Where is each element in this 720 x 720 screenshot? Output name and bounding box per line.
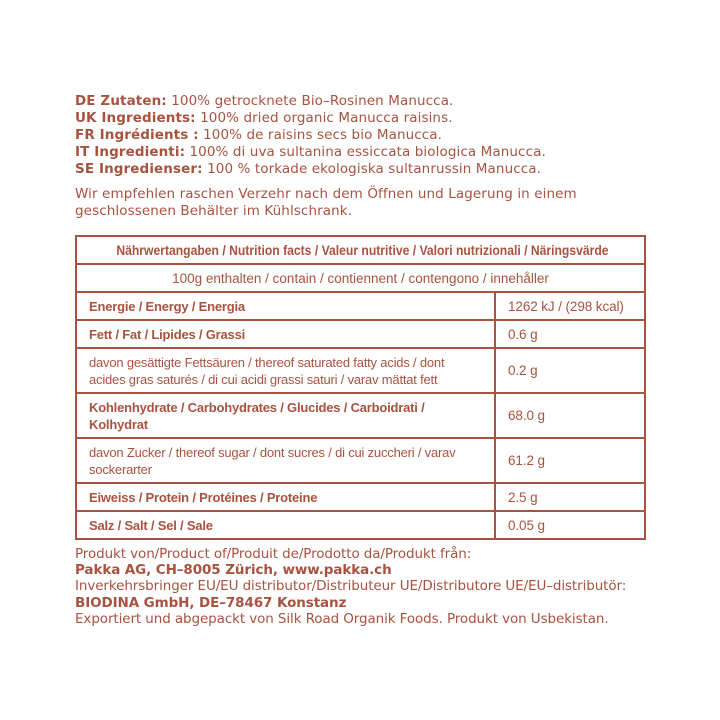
nutrient-value: 1262 kJ / (298 kcal) — [495, 292, 645, 320]
producer-name: Pakka AG, CH–8005 Zürich, www.pakka.ch — [75, 562, 392, 579]
ingredient-language-label: UK Ingredients: — [75, 110, 196, 126]
export-note: Exportiert und abgepackt von Silk Road Organik Foods. Produkt von Usbekistan. — [75, 610, 609, 627]
nutrient-value: 61.2 g — [495, 438, 645, 483]
nutrition-row-carbohydrates — [76, 393, 645, 438]
producer-of-label: Produkt von/Product of/Produit de/Prodotto da/Produkt från: — [75, 546, 472, 562]
nutrition-row-sugar — [76, 438, 645, 483]
table-title-row — [76, 236, 645, 264]
ingredient-line-de — [75, 93, 546, 110]
ingredient-line-it — [75, 144, 546, 161]
distributor-label: Inverkehrsbringer EU/EU distributor/Distributeur UE/Distributore UE/EU–distributör: — [75, 578, 627, 595]
ingredient-text: 100 % torkade ekologiska sultanrussin Manucca. — [202, 161, 542, 177]
ingredient-language-label: SE Ingredienser: — [75, 161, 203, 177]
nutrition-row-protein — [76, 483, 645, 511]
ingredient-text: 100% de raisins secs bio Manucca. — [198, 127, 443, 143]
nutrition-row-salt — [76, 511, 645, 539]
ingredient-line-uk — [75, 110, 546, 127]
ingredient-text: 100% di uva sultanina essiccata biologica Manucca. — [185, 144, 546, 160]
nutrient-value: 0.2 g — [495, 348, 645, 393]
ingredient-text: 100% getrocknete Bio–Rosinen Manucca. — [166, 93, 454, 109]
nutrient-label: davon gesättigte Fettsäuren / thereof saturated fatty acids / dont acides gras saturés / di cui acidi grassi saturi / varav mättat fett — [76, 348, 495, 393]
nutrition-table — [75, 235, 646, 540]
nutrient-label: davon Zucker / thereof sugar / dont sucres / di cui zuccheri / varav sockerarter — [76, 438, 495, 483]
table-subtitle-row — [76, 264, 645, 292]
ingredient-language-label: IT Ingredienti: — [75, 144, 186, 160]
ingredients-list — [75, 93, 546, 178]
nutrient-value: 68.0 g — [495, 393, 645, 438]
ingredient-line-fr — [75, 127, 546, 144]
nutrient-label: Energie / Energy / Energia — [76, 292, 495, 320]
nutrient-value: 2.5 g — [495, 483, 645, 511]
storage-note: Wir empfehlen raschen Verzehr nach dem Öffnen und Lagerung in einem geschlossenen Behälter im Kühlschrank. — [75, 186, 577, 219]
ingredient-language-label: DE Zutaten: — [75, 93, 167, 109]
ingredient-language-label: FR Ingrédients : — [75, 127, 199, 143]
nutrient-value: 0.6 g — [495, 320, 645, 348]
nutrient-label: Eiweiss / Protein / Protéines / Proteine — [76, 483, 495, 511]
distributor-name: BIODINA GmbH, DE–78467 Konstanz — [75, 594, 347, 611]
nutrient-value: 0.05 g — [495, 511, 645, 539]
table-title-text: Nährwertangaben / Nutrition facts / Valeur nutritive / Valori nutrizionali / Näringsvärde — [116, 242, 609, 258]
ingredient-text: 100% dried organic Manucca raisins. — [195, 110, 453, 126]
nutrient-label: Fett / Fat / Lipides / Grassi — [76, 320, 495, 348]
nutrition-row-energy — [76, 292, 645, 320]
nutrition-row-fat — [76, 320, 645, 348]
producer-info — [75, 546, 626, 627]
nutrition-row-saturated-fat — [76, 348, 645, 393]
nutrient-label: Kohlenhydrate / Carbohydrates / Glucides / Carboidrati / Kolhydrat — [76, 393, 495, 438]
table-title — [76, 236, 645, 264]
ingredient-line-se — [75, 161, 546, 178]
nutrient-label: Salz / Salt / Sel / Sale — [76, 511, 495, 539]
table-subtitle: 100g enthalten / contain / contiennent / contengono / innehåller — [76, 264, 645, 292]
